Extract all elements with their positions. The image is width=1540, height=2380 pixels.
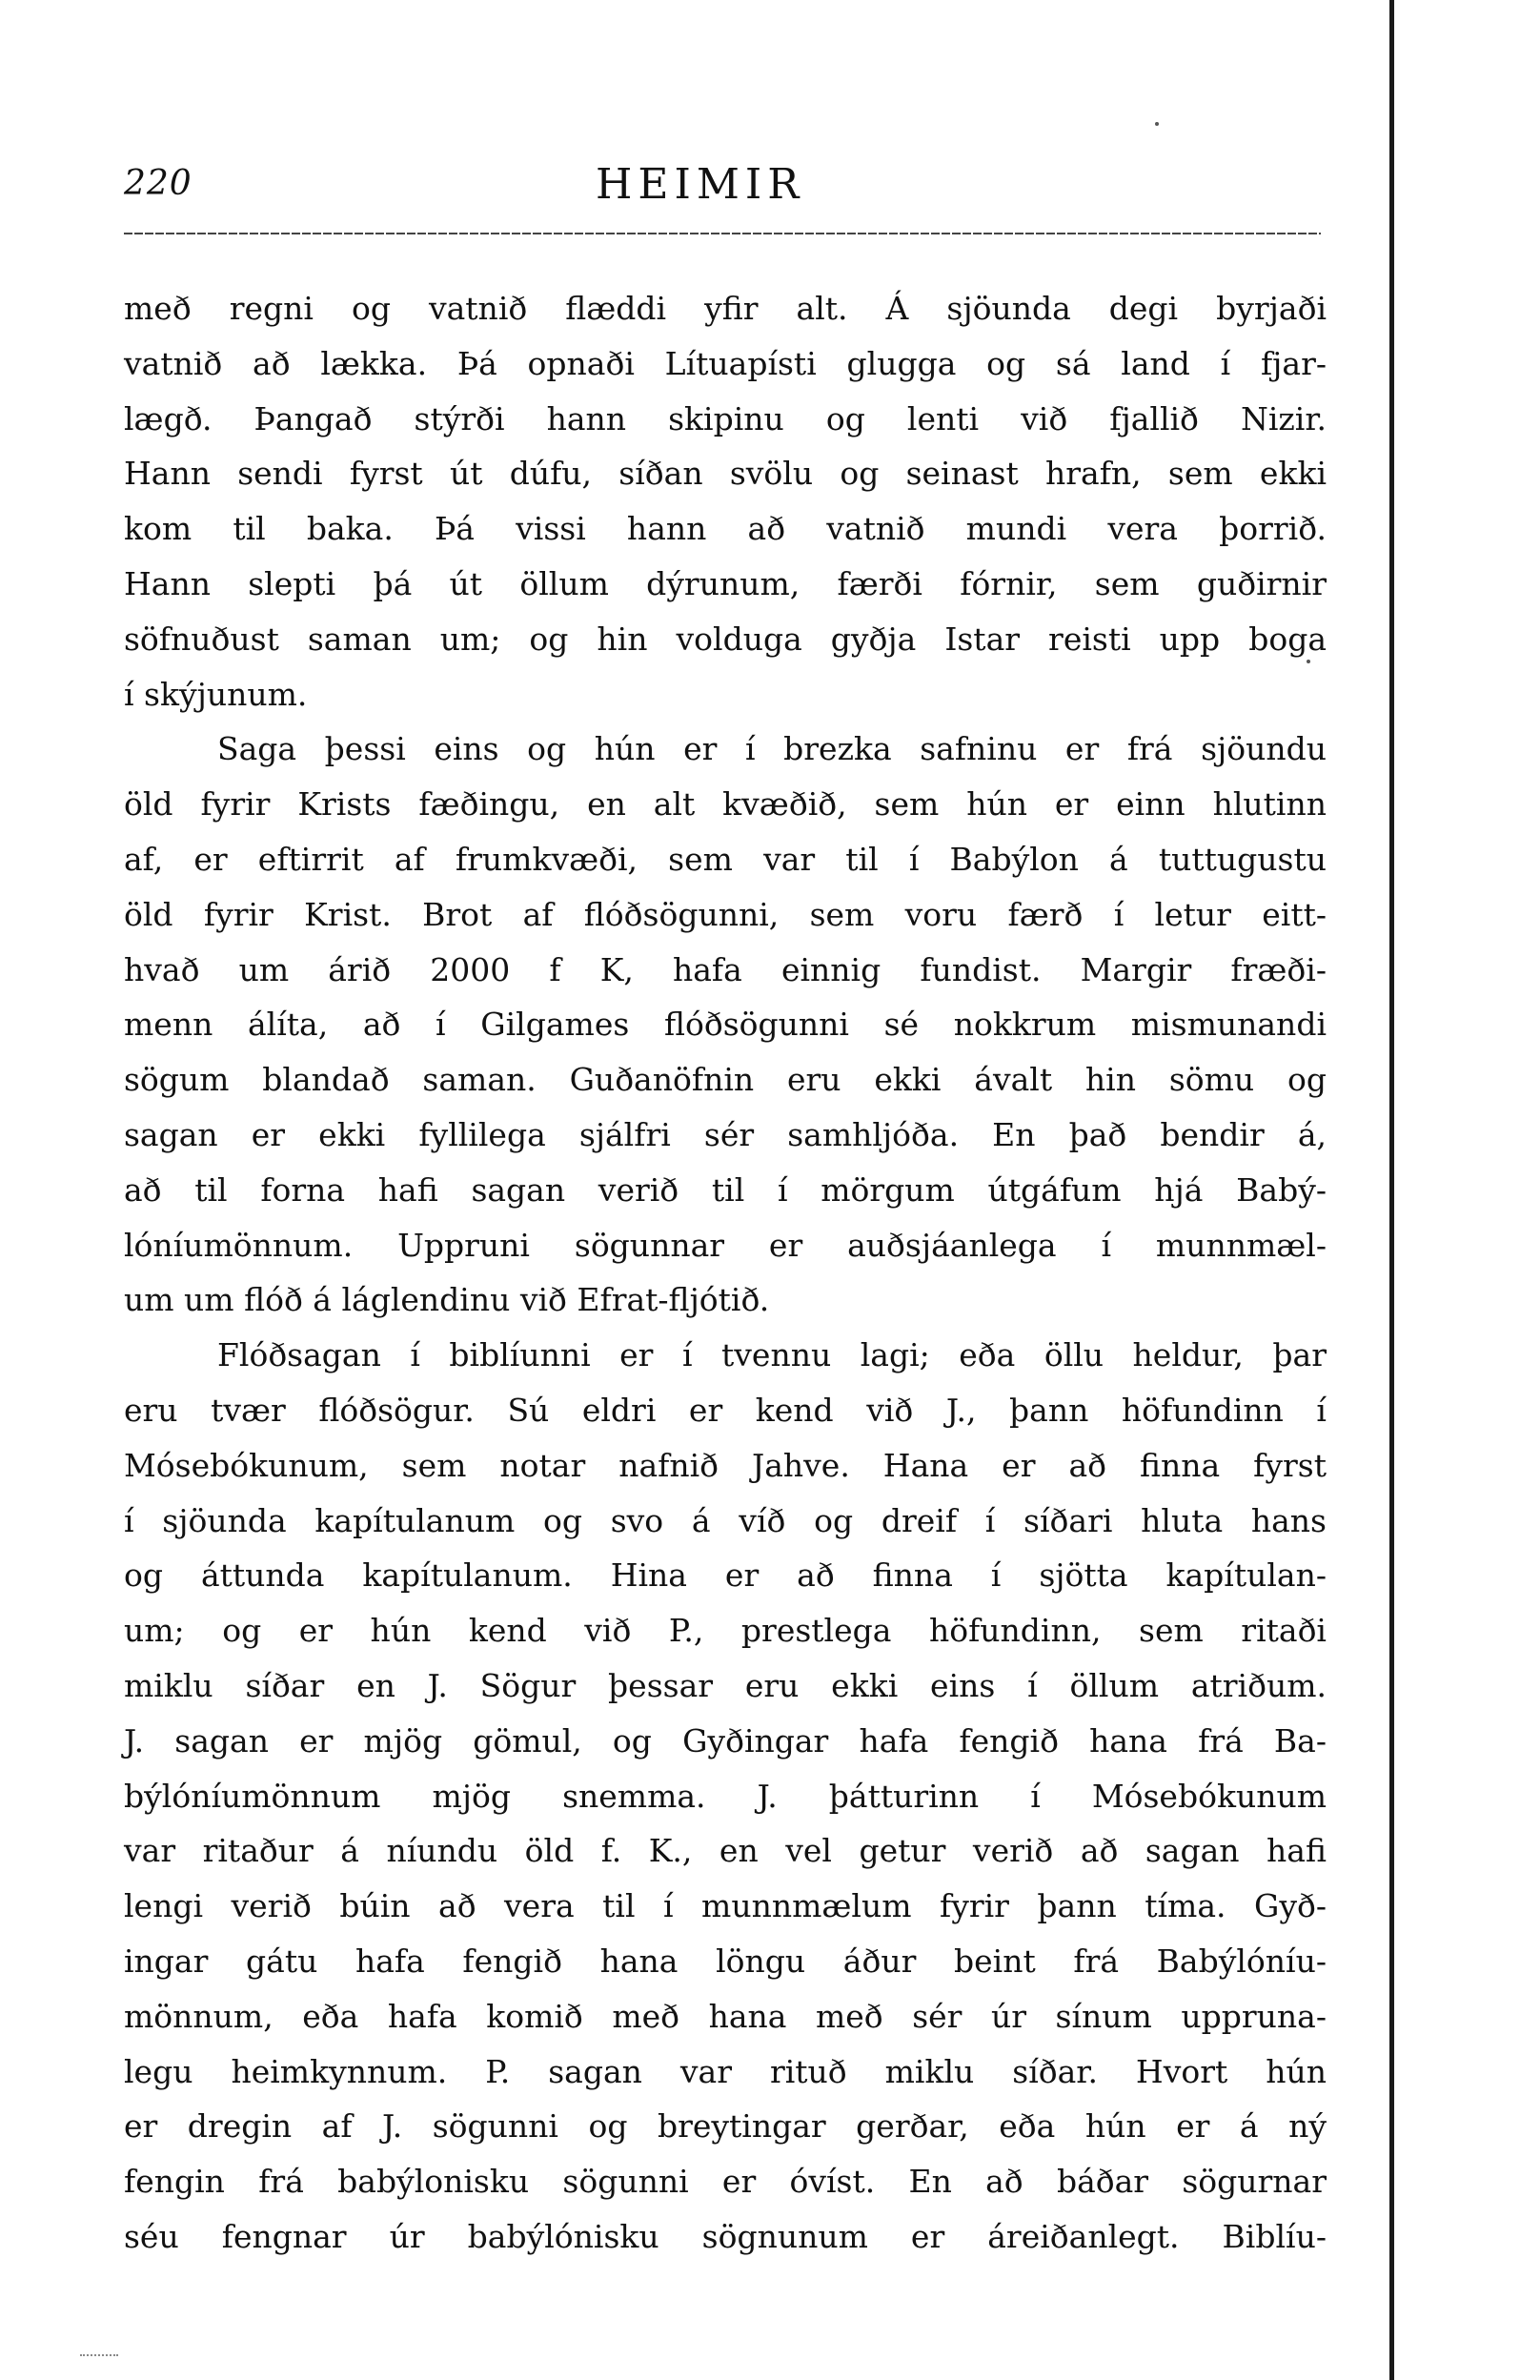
text-line: kom til baka. Þá vissi hann að vatnið mundi vera þorrið. — [124, 510, 1327, 548]
page-edge-line — [1389, 0, 1394, 2380]
text-line: fengin frá babýlonisku sögunni er óvíst. En að báðar sögurnar — [124, 2163, 1327, 2201]
header-rule — [124, 233, 1321, 234]
text-line: er dregin af J. sögunni og breytingar gerðar, eða hún er á ný — [124, 2107, 1327, 2146]
text-line: var ritaður á níundu öld f. K., en vel getur verið að sagan hafi — [124, 1832, 1327, 1870]
text-line: lóníumönnum. Uppruni sögunnar er auðsjáanlega í munnmæl- — [124, 1226, 1327, 1264]
text-line: öld fyrir Krists fæðingu, en alt kvæðið, sem hún er einn hlutinn — [124, 785, 1327, 824]
text-line: mönnum, eða hafa komið með hana með sér úr sínum uppruna- — [124, 1997, 1327, 2035]
text-line: legu heimkynnum. P. sagan var rituð miklu síðar. Hvort hún — [124, 2052, 1327, 2090]
text-line: lengi verið búin að vera til í munnmælum fyrir þann tíma. Gyð- — [124, 1887, 1327, 1925]
text-line: um; og er hún kend við P., prestlega höfundinn, sem ritaði — [124, 1612, 1327, 1650]
page-header — [114, 153, 1325, 210]
text-line: eru tvær flóðsögur. Sú eldri er kend við J., þann höfundinn í — [124, 1391, 1327, 1429]
text-line: Hann slepti þá út öllum dýrunum, færði fórnir, sem guðirnir — [124, 564, 1327, 602]
text-line: í sjöunda kapítulanum og svo á víð og dreif í síðari hluta hans — [124, 1501, 1327, 1539]
scan-speck — [1307, 660, 1310, 663]
text-line: öld fyrir Krist. Brot af flóðsögunni, sem voru færð í letur eitt- — [124, 895, 1327, 933]
text-line: Mósebókunum, sem notar nafnið Jahve. Hana er að finna fyrst — [124, 1446, 1327, 1484]
text-line: hvað um árið 2000 f K, hafa einnig fundist. Margir fræði- — [124, 950, 1327, 988]
text-line: ingar gátu hafa fengið hana löngu áður beint frá Babýlóníu- — [124, 1942, 1327, 1980]
text-line: söfnuðust saman um; og hin volduga gyðja Istar reisti upp boga — [124, 620, 1327, 658]
text-line: býlóníumönnum mjög snemma. J. þátturinn í Mósebókunum — [124, 1777, 1327, 1815]
scan-speck — [1155, 122, 1159, 126]
paragraph-start-line: Flóðsagan í biblíunni er í tvennu lagi; eða öllu heldur, þar — [217, 1336, 1327, 1374]
text-line: með regni og vatnið flæddi yfir alt. Á sjöunda degi byrjaði — [124, 290, 1327, 327]
body-text — [124, 281, 1327, 2265]
text-line: séu fengnar úr babýlónisku sögnunum er áreiðanlegt. Biblíu- — [124, 2217, 1327, 2255]
text-line: sögum blandað saman. Guðanöfnin eru ekki ávalt hin sömu og — [124, 1061, 1327, 1099]
running-title: HEIMIR — [596, 160, 805, 209]
scan-specks — [80, 2354, 118, 2362]
text-line: miklu síðar en J. Sögur þessar eru ekki eins í öllum atriðum. — [124, 1666, 1327, 1704]
paragraph-start-line: Saga þessi eins og hún er í brezka safninu er frá sjöundu — [217, 730, 1327, 768]
page-number: 220 — [124, 164, 192, 203]
text-line: um um flóð á láglendinu við Efrat-fljótið. — [124, 1281, 770, 1319]
text-line: Hann sendi fyrst út dúfu, síðan svölu og seinast hrafn, sem ekki — [124, 455, 1327, 493]
text-line: J. sagan er mjög gömul, og Gyðingar hafa fengið hana frá Ba- — [124, 1721, 1327, 1760]
text-line: og áttunda kapítulanum. Hina er að finna í sjötta kapítulan- — [124, 1556, 1327, 1595]
text-line: menn álíta, að í Gilgames flóðsögunni sé nokkrum mismunandi — [124, 1006, 1327, 1044]
text-line: af, er eftirrit af frumkvæði, sem var til í Babýlon á tuttugustu — [124, 840, 1327, 878]
text-line: lægð. Þangað stýrði hann skipinu og lenti við fjallið Nizir. — [124, 399, 1327, 437]
text-line: sagan er ekki fyllilega sjálfri sér samhljóða. En það bendir á, — [124, 1115, 1327, 1153]
text-line: að til forna hafi sagan verið til í mörgum útgáfum hjá Babý- — [124, 1170, 1327, 1209]
text-line: vatnið að lækka. Þá opnaði Lítuapísti glugga og sá land í fjar- — [124, 344, 1327, 382]
text-line: í skýjunum. — [124, 675, 308, 713]
